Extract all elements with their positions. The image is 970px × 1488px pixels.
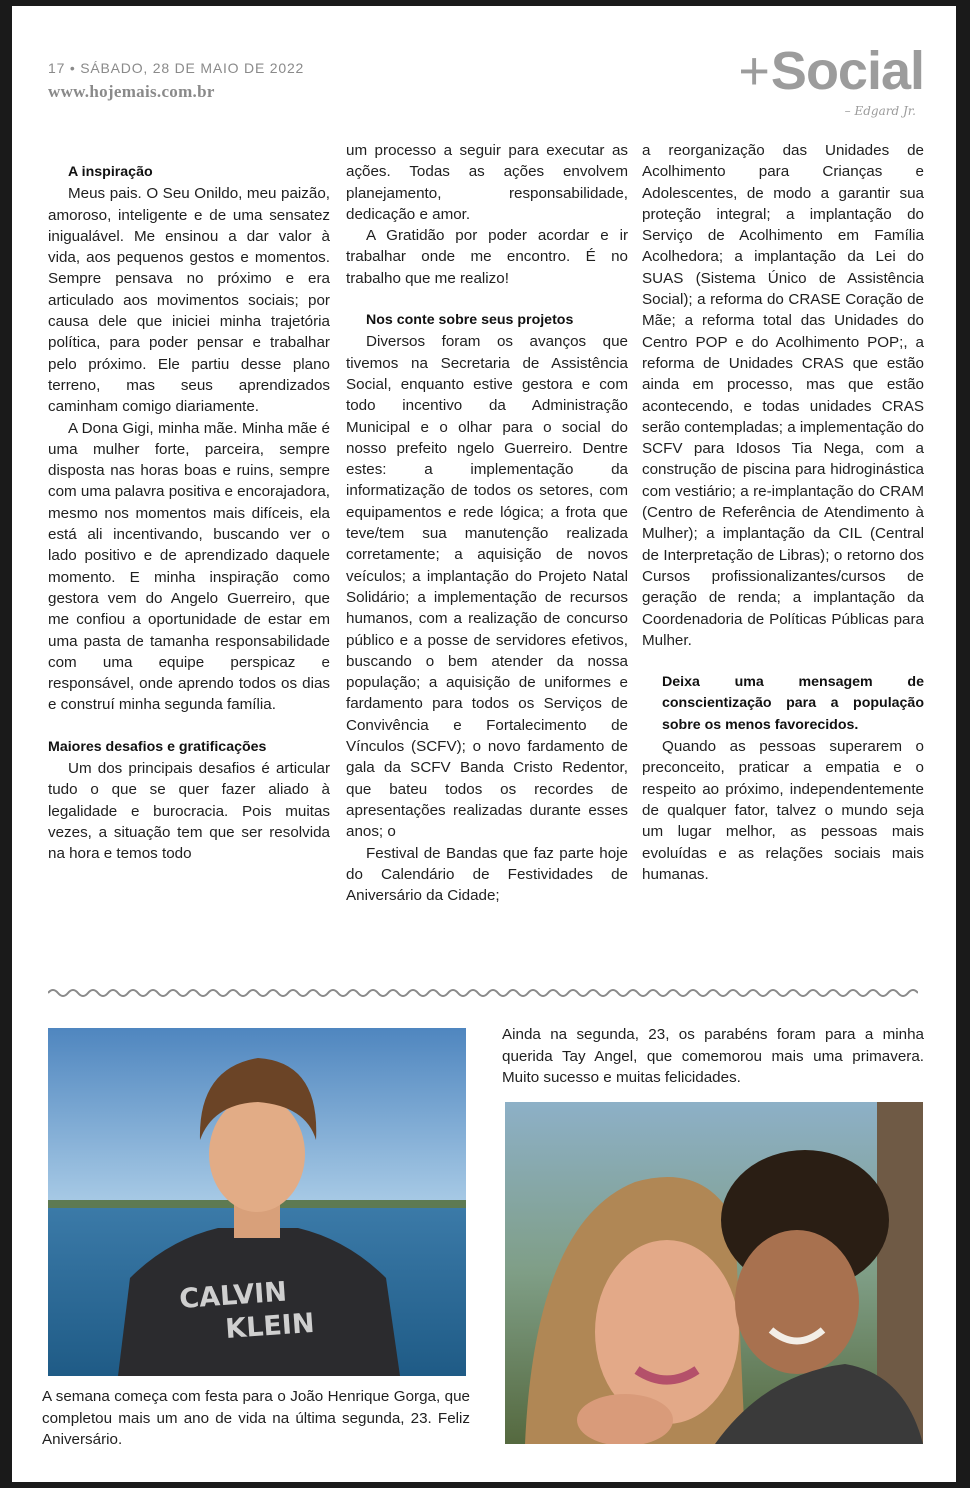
page-date-line: 17 • SÁBADO, 28 DE MAIO DE 2022 <box>48 60 305 76</box>
article-column-2 <box>346 140 628 906</box>
section-name: Social <box>770 41 924 101</box>
photo-caption-1: A semana começa com festa para o João Henrique Gorga, que completou mais um ano de vida na última segunda, 23. Feliz Aniversário. <box>42 1388 470 1449</box>
paragraph: a reorganização das Unidades de Acolhimento para Crianças e Adolescentes, de modo a garantir sua proteção integral; a implantação do Serviço de Acolhimento em Família Acolhedora; a implantação da Lei do SUAS (Sistema Único de Assistência Social); a reforma do CRASE Coração de Mãe; a reforma total das Unidades do Centro POP e do Acolhimento POP;, a reforma de Unidades CRAS que estão ainda em processo, mas que estão acontecendo, e todas unidades CRAS serão contempladas; a implementação do SCFV para Idosos Tia Nega, com a construção de piscina para hidroginástica com vestiário; a re-implantação do CRAM (Centro de Referência de Atendimento à Mulher); a implantação da CIL (Central de Interpretação de Libras); o retorno dos Cursos profissionalizantes/cursos de geração de renda; a implantação da Coordenadoria de Políticas Públicas para Mulher. <box>642 142 924 649</box>
paragraph: A Gratidão por poder acordar e ir trabalhar onde me encontro. É no trabalho que me realizo! <box>346 227 628 287</box>
heading-challenges: Maiores desafios e gratificações <box>48 738 267 755</box>
columnist-signature: – Edgard Jr. <box>844 104 916 118</box>
newspaper-page <box>12 6 956 1482</box>
paragraph: Festival de Bandas que faz parte hoje do Calendário de Festividades de Aniversário da Cidade; <box>346 844 628 905</box>
photo-mother-daughter <box>505 1102 923 1444</box>
section-logo <box>738 41 924 101</box>
section-plus: + <box>738 41 769 101</box>
heading-inspiration: A inspiração <box>68 164 153 180</box>
paragraph: Um dos principais desafios é articular tudo o que se quer fazer aliado à legalidade e burocracia. Pois muitas vezes, a situação tem que ser resolvida na hora e temos todo <box>48 760 330 863</box>
website-url: www.hojemais.com.br <box>48 82 215 101</box>
paragraph: Quando as pessoas superarem o preconceito, praticar a empatia e o respeito ao próximo, independentemente de qualquer fator, talvez o mundo seja um lugar melhor, as pessoas mais evoluídas e as relações sociais mais humanas. <box>642 738 924 883</box>
article-column-3 <box>642 140 924 885</box>
shirt-text-line1: CALVIN <box>178 1276 288 1315</box>
paragraph: Diversos foram os avanços que tivemos na Secretaria de Assistência Social, enquanto estive gestora e com todo incentivo da Administração Municipal e o olhar para o social do nosso prefeito ngelo Guerreiro. Dentre estes: a implementação da informatização de todos os setores, com equipamentos e rede lógica; a frota que teve/tem sua manutenção realizada corretamente; a aquisição de novos veículos; a implantação do Projeto Natal Solidário; a implementação de recursos humanos, com a realização de concurso público e a posse de servidores efetivos, buscando o bem atender da nossa população; a aquisição de uniformes e fardamento para todos os Serviços de Convivência e Fortalecimento de Vínculos (SCFV); o novo fardamento de gala da SCFV Banda Cristo Redentor, que bateu todos os recordes de apresentações realizadas durante esses anos; o <box>346 333 628 841</box>
photo-birthday-boy <box>48 1028 466 1376</box>
article-column-1 <box>48 162 330 865</box>
paragraph: um processo a seguir para executar as ações. Todas as ações envolvem planejamento, responsabilidade, dedicação e amor. <box>346 142 628 223</box>
shirt-text-line2: KLEIN <box>224 1307 316 1345</box>
photo-caption-2: Ainda na segunda, 23, os parabéns foram para a minha querida Tay Angel, que comemorou mais uma primavera. Muito sucesso e muitas felicidades. <box>502 1026 924 1087</box>
wavy-divider <box>48 986 918 1000</box>
paragraph: A Dona Gigi, minha mãe. Minha mãe é uma mulher forte, parceira, sempre disposta nas horas boas e ruins, sempre com uma palavra positiva e encorajadora, mesmo nos momentos mais difíceis, ela está ali incentivando, buscando ver o lado positivo e de aprendizado daquele momento. E minha inspiração como gestora vem do Angelo Guerreiro, que me confiou a oportunidade de estar em uma pasta de tamanha responsabilidade com uma equipe perspicaz e responsável, onde aprendo todos os dias e construí minha segunda família. <box>48 419 330 714</box>
heading-projects: Nos conte sobre seus projetos <box>366 312 574 329</box>
paragraph: Meus pais. O Seu Onildo, meu paizão, amoroso, inteligente e de uma sensatez inigualável. Me ensinou a dar valor à vida, aos pequenos gestos e momentos. Sempre pensava no próximo e era articulado aos movimentos sociais; por causa dele que iniciei minha trajetória política, para poder pensar e trabalhar pelo próximo. Ele partiu desse plano terreno, mas seus aprendizados caminham comigo diariamente. <box>48 185 330 416</box>
heading-message: Deixa uma mensagem de conscientização para a população sobre os menos favorecidos. <box>662 674 924 733</box>
